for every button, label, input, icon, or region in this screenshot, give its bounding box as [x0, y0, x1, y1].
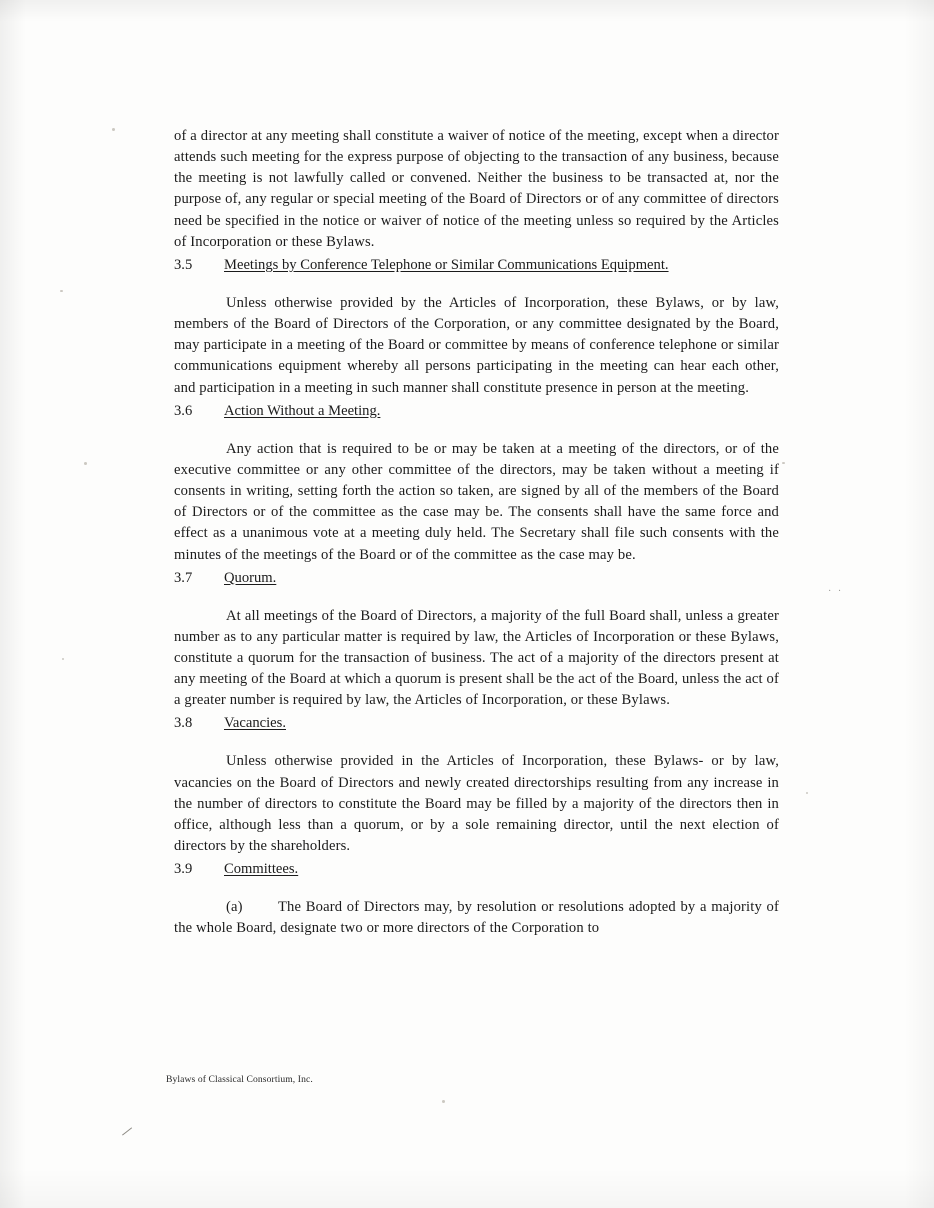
- scan-speck: [84, 462, 87, 465]
- scan-speck: [62, 658, 64, 660]
- continued-paragraph: of a director at any meeting shall constitute a waiver of notice of the meeting, except when a director attends such meeting for the express purpose of objecting to the transaction of any business, because the meeting is not lawfully called or convened. Neither the business to be transacted at, nor the purpose of, any regular or special meeting of the Board of Directors or of any committee of directors need be specified in the notice or waiver of notice of the meeting unless so required by the Articles of Incorporation or these Bylaws.: [174, 128, 779, 250]
- scan-speck: [60, 290, 63, 292]
- scan-edge-shadow-top: [0, 0, 934, 22]
- section-title: Quorum.: [224, 569, 277, 586]
- scan-edge-shadow-right: [904, 0, 934, 1208]
- section-body-3-8: Unless otherwise provided in the Articles of Incorporation, these Bylaws- or by law, vacancies on the Board of Directors and newly created directorships resulting from any increase in the number of directors to constitute the Board may be filled by a majority of the directors then in office, although less than a quorum, or by a sole remaining director, until the next election of directors by the shareholders.: [174, 753, 779, 855]
- page-footer-note: Bylaws of Classical Consortium, Inc.: [166, 1074, 313, 1085]
- scan-artifact-stroke: [116, 1119, 132, 1135]
- section-heading-3-9: [174, 861, 779, 878]
- scan-artifact-mark: · ·: [828, 586, 844, 597]
- section-body-3-7: At all meetings of the Board of Directors, a majority of the full Board shall, unless a greater number as to any particular matter is required by law, the Articles of Incorporation or these Bylaws, constitute a quorum for the transaction of business. The act of a majority of the directors present at any meeting of the Board at which a quorum is present shall be the act of the Board, unless the act of a greater number is required by law, the Articles of Incorporation, or these Bylaws.: [174, 607, 779, 709]
- section-heading-3-7: [174, 570, 779, 587]
- scan-speck: [806, 792, 808, 794]
- section-title: Action Without a Meeting.: [224, 402, 381, 419]
- section-title: Meetings by Conference Telephone or Similar Communications Equipment.: [224, 256, 669, 273]
- section-title: Committees.: [224, 861, 299, 878]
- scan-edge-shadow-bottom: [0, 1168, 934, 1208]
- section-number: 3.9: [174, 861, 193, 878]
- section-title: Vacancies.: [224, 715, 286, 732]
- section-body-3-9: [174, 897, 779, 939]
- scan-speck: [112, 128, 115, 131]
- section-heading-3-5: [174, 257, 779, 274]
- section-body-3-6: Any action that is required to be or may be taken at a meeting of the directors, or of the executive committee or any other committee of the directors, may be taken without a meeting if consents in writing, setting forth the action so taken, are signed by all of the members of the Board of Directors or of the committee as the case may be. The consents shall have the same force and effect as a unanimous vote at a meeting duly held. The Secretary shall file such consents with the minutes of the meetings of the Board or of the committee as the case may be.: [174, 440, 779, 563]
- section-heading-3-8: [174, 715, 779, 732]
- section-body-3-5: Unless otherwise provided by the Articles of Incorporation, these Bylaws, or by law, members of the Board of Directors of the Corporation, or any committee designated by the Board, may participate in a meeting of the Board or committee by means of conference telephone or similar communications equipment whereby all persons participating in the meeting can hear each other, and participation in a meeting in such manner shall constitute presence in person at the meeting.: [174, 294, 779, 396]
- section-number: 3.6: [174, 402, 193, 419]
- section-number: 3.8: [174, 715, 193, 732]
- section-number: 3.7: [174, 569, 193, 586]
- section-number: 3.5: [174, 256, 193, 273]
- subsection-label: (a): [226, 899, 243, 916]
- subsection-text: The Board of Directors may, by resolution or resolutions adopted by a majority of the whole Board, designate two or more directors of the Corporation to: [174, 899, 779, 937]
- scan-speck: [782, 462, 785, 464]
- scan-speck: [442, 1100, 445, 1103]
- scan-edge-shadow-left: [0, 0, 26, 1208]
- section-heading-3-6: [174, 403, 779, 420]
- document-body: [174, 126, 779, 940]
